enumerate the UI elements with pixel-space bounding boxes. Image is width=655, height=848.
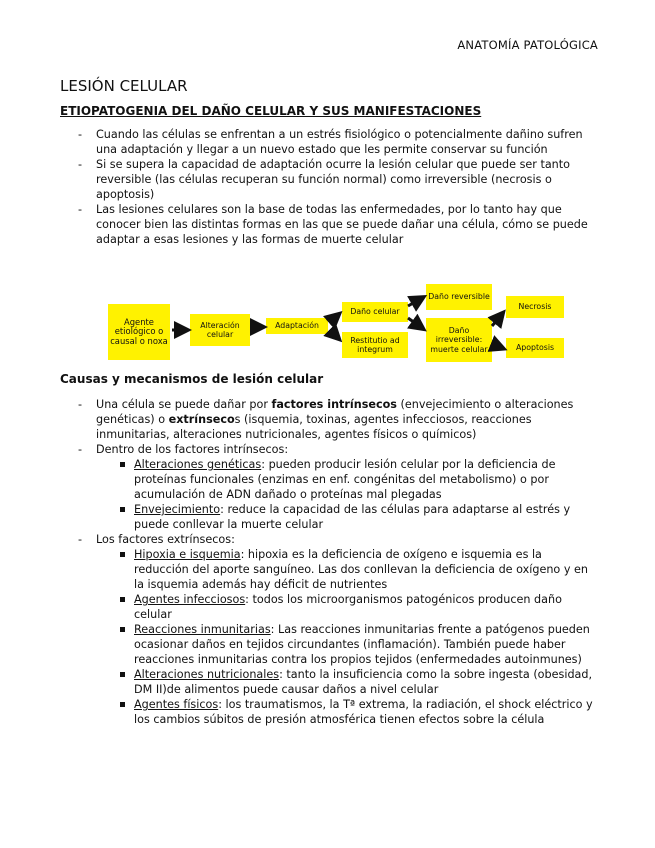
term-immune: Reacciones inmunitarias — [134, 623, 271, 636]
diagram-box-apoptosis: Apoptosis — [506, 338, 564, 358]
list-item: - Las lesiones celulares son la base de todas las enfermedades, por lo tanto hay que conocer bien las distintas formas en las que se puede dañar una célula, cómo se puede adaptar a esas lesiones y las formas de muerte celular — [60, 202, 600, 247]
sublist-item — [96, 667, 600, 697]
term-aging: Envejecimiento — [134, 503, 221, 516]
list-item-extrinsic — [60, 532, 600, 727]
term-hypoxia-text: : hipoxia es la deficiencia de oxígeno e isquemia es la reducción del aporte sanguíneo. Las dos conllevan la deficiencia de oxígeno y en la isquemia además hay déficit de nutrientes — [134, 548, 588, 591]
diagram-box-irreversible: Daño irreversible: muerte celular — [426, 318, 492, 362]
sublist-item — [96, 622, 600, 667]
list-item-intrinsic — [60, 442, 600, 532]
term-physical: Agentes físicos — [134, 698, 219, 711]
list-item-intro — [60, 397, 600, 442]
sublist-item — [96, 592, 600, 622]
diagram-box-agent: Agente etiológico o causal o noxa — [108, 304, 170, 360]
intrinsic-label: Dentro de los factores intrínsecos: — [96, 443, 289, 456]
intro-bold-intrinsic: factores intrínsecos — [271, 398, 397, 411]
arrow-adaptation-damage — [330, 315, 338, 322]
term-aging-text: : reduce la capacidad de las células para adaptarse al estrés y puede conllevar la muerte celular — [134, 503, 571, 531]
intro-text-1: Una célula se puede dañar por — [96, 398, 272, 411]
intro-bold-extrinsic: extrínseco — [168, 413, 235, 426]
term-hypoxia: Hipoxia e isquemia — [134, 548, 241, 561]
diagram-box-necrosis: Necrosis — [506, 296, 564, 318]
arrow-irreversible-necrosis — [492, 314, 502, 326]
list-item: - Si se supera la capacidad de adaptación ocurre la lesión celular que puede ser tanto reversible (las células recuperan su función normal) como irreversible (necrosis o apoptosis) — [60, 157, 600, 202]
page-title: LESIÓN CELULAR — [60, 77, 188, 95]
term-physical-text: : los traumatismos, la Tª extrema, la radiación, el shock eléctrico y los cambios súbitos de presión atmosférica tienen efectos sobre la célula — [134, 698, 593, 726]
section-heading-causes: Causas y mecanismos de lesión celular — [60, 372, 324, 386]
arrow-adaptation-restitution — [330, 330, 338, 338]
term-genetic-text: : pueden producir lesión celular por la deficiencia de proteínas funcionales (enzimas en enf. congénitas del metabolismo) o por acumulación de ADN dañado o proteínas mal plegadas — [134, 458, 556, 501]
arrow-damage-irreversible — [408, 318, 422, 328]
term-nutritional-text: : tanto la insuficiencia como la sobre ingesta (obesidad, DM II)de alimentos puede causar daños a nivel celular — [134, 668, 593, 696]
causes-list — [60, 397, 600, 727]
arrow-damage-reversible — [408, 298, 422, 306]
diagram-box-damage: Daño celular — [342, 302, 408, 322]
cell-injury-diagram — [96, 282, 570, 364]
term-genetic: Alteraciones genéticas — [134, 458, 262, 471]
diagram-box-adaptation: Adaptación — [266, 318, 328, 334]
extrinsic-sublist — [96, 547, 600, 727]
diagram-box-restitution: Restitutio ad integrum — [342, 332, 408, 358]
sublist-item — [96, 697, 600, 727]
list-item: - Cuando las células se enfrentan a un estrés fisiológico o potencialmente dañino sufren una adaptación y llegar a un nuevo estado que les permite conservar su función — [60, 127, 600, 157]
term-immune-text: : Las reacciones inmunitarias frente a patógenos pueden ocasionar daños en tejidos circundantes (inflamación). También puede haber reacciones inmunitarias contra los propios tejidos (enfermedades autoinmunes) — [134, 623, 590, 666]
term-infectious-text: : todos los microorganismos patogénicos producen daño celular — [134, 593, 562, 621]
diagram-box-reversible: Daño reversible — [426, 284, 492, 310]
intro-list — [60, 127, 600, 247]
term-nutritional: Alteraciones nutricionales — [134, 668, 280, 681]
intrinsic-sublist — [96, 457, 600, 532]
sublist-item — [96, 547, 600, 592]
section-heading-etiopatogenia: ETIOPATOGENIA DEL DAÑO CELULAR Y SUS MANIFESTACIONES — [60, 104, 482, 118]
diagram-arrows — [96, 282, 570, 364]
extrinsic-label: Los factores extrínsecos: — [96, 533, 235, 546]
sublist-item — [96, 457, 600, 502]
intro-text-2: (envejecimiento o alteraciones genéticas) o — [96, 398, 574, 426]
page-header: ANATOMÍA PATOLÓGICA — [457, 38, 598, 52]
diagram-box-alteration: Alteración celular — [190, 314, 250, 346]
arrow-irreversible-apoptosis — [492, 344, 502, 348]
intro-text-3: s (isquemia, toxinas, agentes infecciosos, reacciones inmunitarias, alteraciones nutricionales, agentes físicos o químicos) — [96, 413, 532, 441]
term-infectious: Agentes infecciosos — [134, 593, 246, 606]
sublist-item — [96, 502, 600, 532]
